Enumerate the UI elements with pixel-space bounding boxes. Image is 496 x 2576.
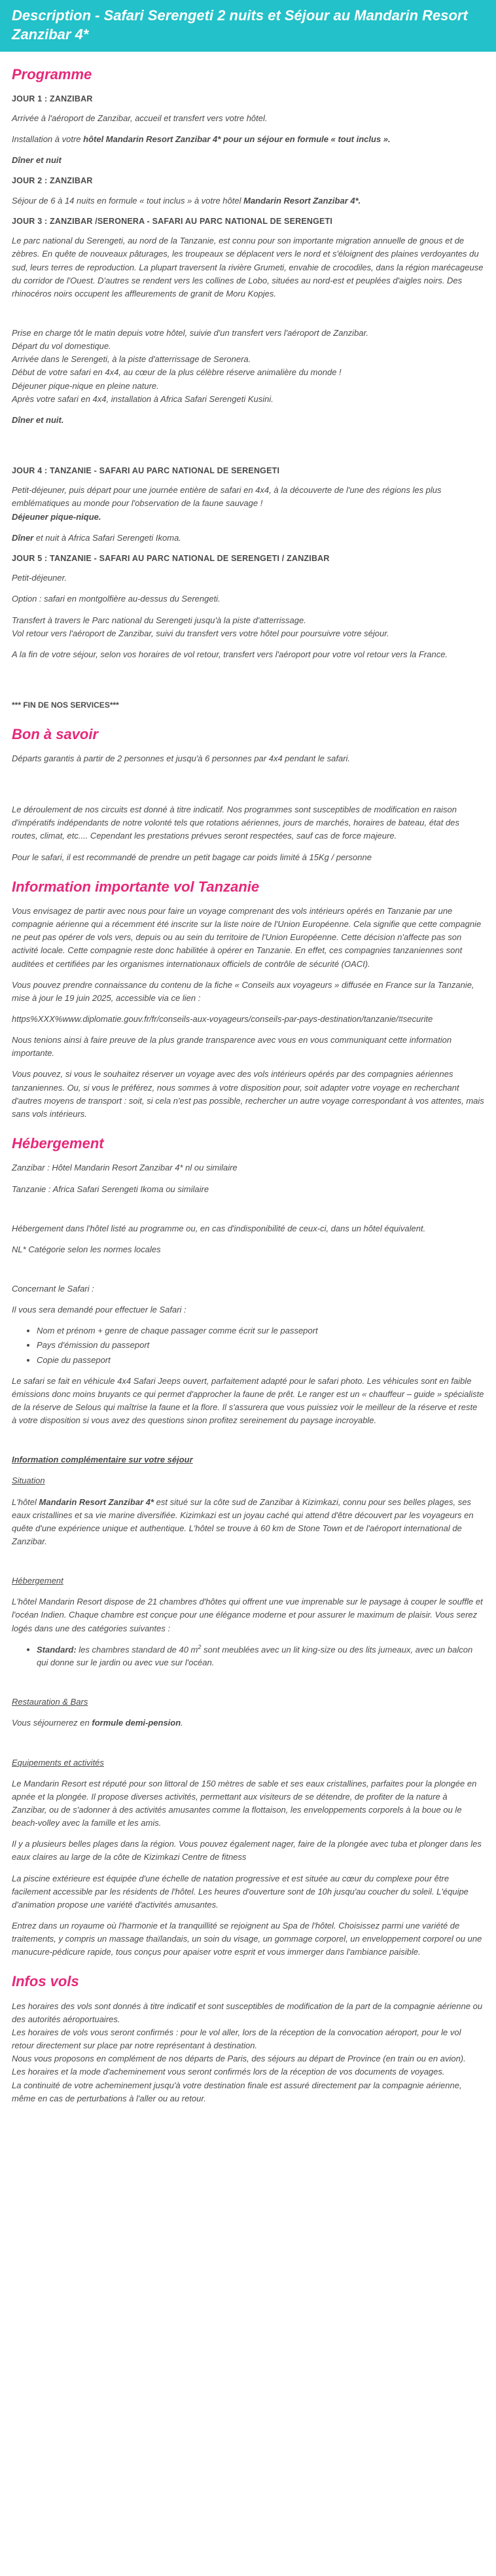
hebergement-equivalent: Hébergement dans l'hôtel listé au programme ou, en cas d'indisponibilité de ceux-ci, dans un hôtel équivalent. <box>12 1223 426 1233</box>
situation-title: Situation <box>12 1476 45 1486</box>
day1-dinner: Dîner et nuit <box>12 155 62 166</box>
day2-text-bold: Mandarin Resort Zanzibar 4*. <box>243 195 361 206</box>
restauration-pre: Vous séjournerez en <box>12 1718 92 1728</box>
day4-dinner-rest: et nuit à Africa Safari Serengeti Ikoma. <box>33 532 181 543</box>
accommodation-title: Hébergement <box>12 1576 63 1586</box>
day4-dinner <box>12 532 484 545</box>
day3-dinner: Dîner et nuit. <box>12 414 64 425</box>
accommodation-text: L'hôtel Mandarin Resort dispose de 21 chambres d'hôtes qui offrent une vue imprenable sur le paysage à couper le souffle et l'océan Indien. Chaque chambre est conçue pour une élégance moderne et pour assurer le maximum de plaisir. Vous serez logés dans une des catégories suivantes : <box>12 1597 483 1633</box>
room-categories-list <box>12 1643 484 1670</box>
complementary-info-title: Information complémentaire sur votre séjour <box>12 1455 193 1465</box>
restauration-title: Restauration & Bars <box>12 1697 88 1707</box>
day1-hotel-pre: Installation à votre <box>12 134 84 145</box>
day1-hotel-bold: hôtel Mandarin Resort Zanzibar 4* pour un séjour en formule « tout inclus ». <box>83 134 391 145</box>
room-standard-sup: 2 <box>198 1643 202 1650</box>
infos-vols-line: Les horaires de vols vous seront confirmés : pour le vol aller, lors de la réception de la convocation aéroport, pour le vol retour directement sur place par notre représentant à destination. <box>12 2027 461 2051</box>
equipements-p4: Entrez dans un royaume où l'harmonie et la tranquillité se rejoignent au Spa de l'hôtel. Choisissez parmi une variété de traitements, y compris un massage thaïlandais, un soin du visage, un gommage corporel, un enveloppement corporel ou une manucure-pédicure rapide, tous conçus pour apaiser votre esprit et vous immerger dans l'ambiance paisible. <box>12 1920 482 1957</box>
safari-requirements-list <box>12 1324 484 1366</box>
main-content <box>0 66 496 2105</box>
hebergement-zanzibar: Zanzibar : Hôtel Mandarin Resort Zanzibar 4* nl ou similaire <box>12 1163 238 1173</box>
info-tanzanie-p1: Vous envisagez de partir avec nous pour faire un voyage comprenant des vols intérieurs opérés en Tanzanie par une compagnie aérienne qui a récemment été inscrite sur la liste noire de l'Union Européenne. Cela signifie que cette compagnie ne peut pas opérer de vols vers, depuis ou au sein du territoire de l'Union Européenne. Cette décision n'affecte pas son activité locale. Cette compagnie reste donc habilitée à opérer en Tanzanie. En effet, ces compagnies tanzaniennes sont auditées et certifiées par les organismes internationaux officiels de contrôle de sécurité (OACI). <box>12 906 482 969</box>
infos-vols-text <box>12 2000 484 2105</box>
situation-text <box>12 1496 484 1549</box>
day4-title: JOUR 4 : TANZANIE - SAFARI AU PARC NATIONAL DE SERENGETI <box>12 465 280 475</box>
infos-vols-line: La continuité de votre acheminement jusqu'à votre destination finale est assuré directement par la compagnie aérienne, même en cas de perturbations à l'aller ou au retour. <box>12 2080 462 2103</box>
day3-step: Déjeuner pique-nique en pleine nature. <box>12 380 159 391</box>
infos-vols-heading: Infos vols <box>12 1973 79 1990</box>
situation-pre: L'hôtel <box>12 1497 39 1507</box>
hebergement-heading: Hébergement <box>12 1135 104 1152</box>
situation-rest: est situé sur la côte sud de Zanzibar à Kizimkazi, connu pour ses belles plages, ses eaux cristallines et sa vie marine diversifiée. Kizimkazi est un joyau caché qui attend d'être découvert par les voyageurs en quête d'une expérience unique et authentique. L'hôtel se trouve à 60 km de Stone Town et de l'aéroport international de Zanzibar. <box>12 1497 474 1546</box>
day3-step: Début de votre safari en 4x4, au cœur de la plus célèbre réserve animalière du monde ! <box>12 367 342 378</box>
hebergement-nl-note: NL* Catégorie selon les normes locales <box>12 1244 161 1254</box>
situation-hotel-name: Mandarin Resort Zanzibar 4* <box>39 1497 154 1507</box>
list-item <box>37 1643 484 1670</box>
safari-requirements: Il vous sera demandé pour effectuer le Safari : <box>12 1305 186 1315</box>
room-standard-label: Standard: <box>37 1644 77 1654</box>
day5-step: Vol retour vers l'aéroport de Zanzibar, suivi du transfert vers votre hôtel pour poursuivre votre séjour. <box>12 628 389 638</box>
day2-text <box>12 194 484 208</box>
day3-step: Départ du vol domestique. <box>12 341 111 352</box>
infos-vols-line: Nous vous proposons en complément de nos départs de Paris, des séjours au départ de Province (en train ou en avion). <box>12 2054 466 2064</box>
day3-step: Après votre safari en 4x4, installation à Africa Safari Serengeti Kusini. <box>12 393 274 404</box>
infos-vols-line: Les horaires et la mode d'acheminement vous seront confirmés lors de la réception de vos documents de voyages. <box>12 2067 445 2077</box>
restauration-formula: formule demi-pension <box>92 1718 181 1728</box>
safari-vehicle: Le safari se fait en véhicule 4x4 Safari Jeeps ouvert, parfaitement adapté pour le safari photo. Les véhicules sont en faible émissions donc moins bruyants ce qui permet d'approcher la faune de prêt. Le ranger est un « chauffeur – guide » spécialiste de la réserve de Selous qui maîtrise la faune et la flore. Il s'assurera que vous puissiez voir le meilleur de la réserve et reste à votre disposition si vous avez des questions sinon profitez sereinement du paysage incroyable. <box>12 1375 484 1426</box>
description-header <box>0 0 496 52</box>
day1-text: Arrivée à l'aéroport de Zanzibar, accueil et transfert vers votre hôtel. <box>12 113 268 123</box>
info-tanzanie-heading: Information importante vol Tanzanie <box>12 878 260 895</box>
info-tanzanie-p4: Nous tenions ainsi à faire preuve de la plus grande transparence avec vous en vous communiquant cette information importante. <box>12 1035 452 1059</box>
infos-vols-line: Les horaires des vols sont donnés à titre indicatif et sont susceptibles de modification de la part de la compagnie aérienne ou des autorités aéroportuaires. <box>12 2001 483 2024</box>
page-title: Description - Safari Serengeti 2 nuits et Séjour au Mandarin Resort Zanzibar 4* <box>12 7 468 43</box>
day3-title: JOUR 3 : ZANZIBAR /SERONERA - SAFARI AU PARC NATIONAL DE SERENGETI <box>12 216 333 226</box>
day4-steps <box>12 484 484 523</box>
day5-steps <box>12 614 484 640</box>
day5-return: A la fin de votre séjour, selon vos horaires de vol retour, transfert vers l'aéroport pour votre vol retour vers la France. <box>12 649 448 659</box>
room-standard-pre: les chambres standard de 40 m <box>76 1644 198 1654</box>
equipements-p2: Il y a plusieurs belles plages dans la région. Vous pouvez également nager, faire de la plongée avec tuba et plonger dans les eaux claires au large de la côte de Kizimkazi Centre de fitness <box>12 1839 482 1862</box>
day2-title: JOUR 2 : ZANZIBAR <box>12 176 93 186</box>
day5-option: Option : safari en montgolfière au-dessus du Serengeti. <box>12 594 221 604</box>
day5-step: Transfert à travers le Parc national du Serengeti jusqu'à la piste d'atterrissage. <box>12 615 306 625</box>
bon-baggage: Pour le safari, il est recommandé de prendre un petit bagage car poids limité à 15Kg / personne <box>12 852 372 862</box>
restauration-text <box>12 1716 484 1730</box>
day1-title: JOUR 1 : ZANZIBAR <box>12 94 93 103</box>
list-item: • Pays d'émission du passeport <box>37 1339 484 1352</box>
equipements-p1: Le Mandarin Resort est réputé pour son littoral de 150 mètres de sable et ses eaux cristallines, parfaites pour la plongée en apnée et la plongée. Il propose diverses activités, permettant aux visiteurs de se détendre, de profiter de la nature à Zanzibar, ou de s'adonner à des activités amusantes comme la flottaison, les enveloppements corporels à la boue ou le beach-volley avec la famille et les amis. <box>12 1778 477 1828</box>
restauration-post: . <box>181 1718 183 1728</box>
day3-step: Prise en charge tôt le matin depuis votre hôtel, suivie d'un transfert vers l'aéroport de Zanzibar. <box>12 327 368 338</box>
equipements-title: Equipements et activités <box>12 1757 104 1768</box>
info-tanzanie-link[interactable]: https%XXX%www.diplomatie.gouv.fr/fr/conseils-aux-voyageurs/conseils-par-pays-destination/tanzanie/#securite <box>12 1014 433 1025</box>
day5-breakfast: Petit-déjeuner. <box>12 573 67 583</box>
day4-step: Petit-déjeuner, puis départ pour une journée entière de safari en 4x4, à la découverte de l'une des régions les plus emblématiques au monde pour l'observation de la faune sauvage ! <box>12 485 442 509</box>
day5-title: JOUR 5 : TANZANIE - SAFARI AU PARC NATIONAL DE SERENGETI / ZANZIBAR <box>12 553 330 563</box>
list-item: • Copie du passeport <box>37 1354 484 1367</box>
info-tanzanie-p2: Vous pouvez prendre connaissance du contenu de la fiche « Conseils aux voyageurs » diffusée en France sur la Tanzanie, mise à jour le 19 juin 2025, accessible via ce lien : <box>12 979 474 1003</box>
bon-disclaimer: Le déroulement de nos circuits est donné à titre indicatif. Nos programmes sont susceptibles de modification en raison d'impératifs indépendants de notre volonté tels que rotations aériennes, jours de marchés, horaires de bateau, état des routes, climat, etc.... Cependant les prestations prévues seront respectées, sauf cas de force majeure. <box>12 805 459 841</box>
day3-description: Le parc national du Serengeti, au nord de la Tanzanie, est connu pour son importante migration annuelle de gnous et de zèbres. En quête de nouveaux pâturages, les troupeaux se déplacent vers le nord et s'éloignent des plaines verdoyantes du sud, leurs terres de reproduction. La plupart traversent la rivière Grumeti, envahie de crocodiles, dans la région marécageuse du corridor de l'Ouest. D'autres se rendent vers les collines de Lobo, situées au nord-est et peuplées d'aigles noirs. Des rhinocéros noirs occupent les affleurements de granit de Moru Kopjes. <box>12 236 484 299</box>
day3-steps <box>12 327 484 406</box>
equipements-p3: La piscine extérieure est équipée d'une échelle de natation progressive et est située au cœur du complexe pour être facilement accessible par les résidents de l'hôtel. Les heures d'ouverture sont de 10h jusqu'au coucher du soleil. L'équipe d'animation propose une variété d'activités amusantes. <box>12 1873 469 1910</box>
hebergement-tanzanie: Tanzanie : Africa Safari Serengeti Ikoma ou similaire <box>12 1184 209 1194</box>
day2-text-pre: Séjour de 6 à 14 nuits en formule « tout inclus » à votre hôtel <box>12 195 244 206</box>
day1-hotel <box>12 133 484 146</box>
day3-step: Arrivée dans le Serengeti, à la piste d'atterrissage de Seronera. <box>12 354 251 365</box>
bon-a-savoir-heading: Bon à savoir <box>12 725 99 742</box>
safari-concern: Concernant le Safari : <box>12 1283 94 1294</box>
day4-dinner-pre: Dîner <box>12 532 34 543</box>
day4-step: Déjeuner pique-nique. <box>12 511 101 522</box>
end-of-services: *** FIN DE NOS SERVICES*** <box>12 700 119 710</box>
list-item: • Nom et prénom + genre de chaque passager comme écrit sur le passeport <box>37 1324 484 1337</box>
info-tanzanie-p5: Vous pouvez, si vous le souhaitez réserver un voyage avec des vols intérieurs opérés par des compagnies aériennes tanzaniennes. Ou, si vous le préférez, nous sommes à votre disposition pour, soit adapter votre voyage en recherchant d'autres moyens de transport : soit, si cela n'est pas possible, rechercher un autre voyage correspondant à vos attentes, mais sans vols intérieurs. <box>12 1069 484 1119</box>
programme-heading: Programme <box>12 66 92 83</box>
bon-departures: Départs garantis à partir de 2 personnes et jusqu'à 6 personnes par 4x4 pendant le safari. <box>12 753 351 763</box>
room-standard-rest: sont meublées avec un lit king-size ou des lits jumeaux, avec un balcon qui donne sur le jardin ou avec vue sur l'océan. <box>37 1644 473 1668</box>
